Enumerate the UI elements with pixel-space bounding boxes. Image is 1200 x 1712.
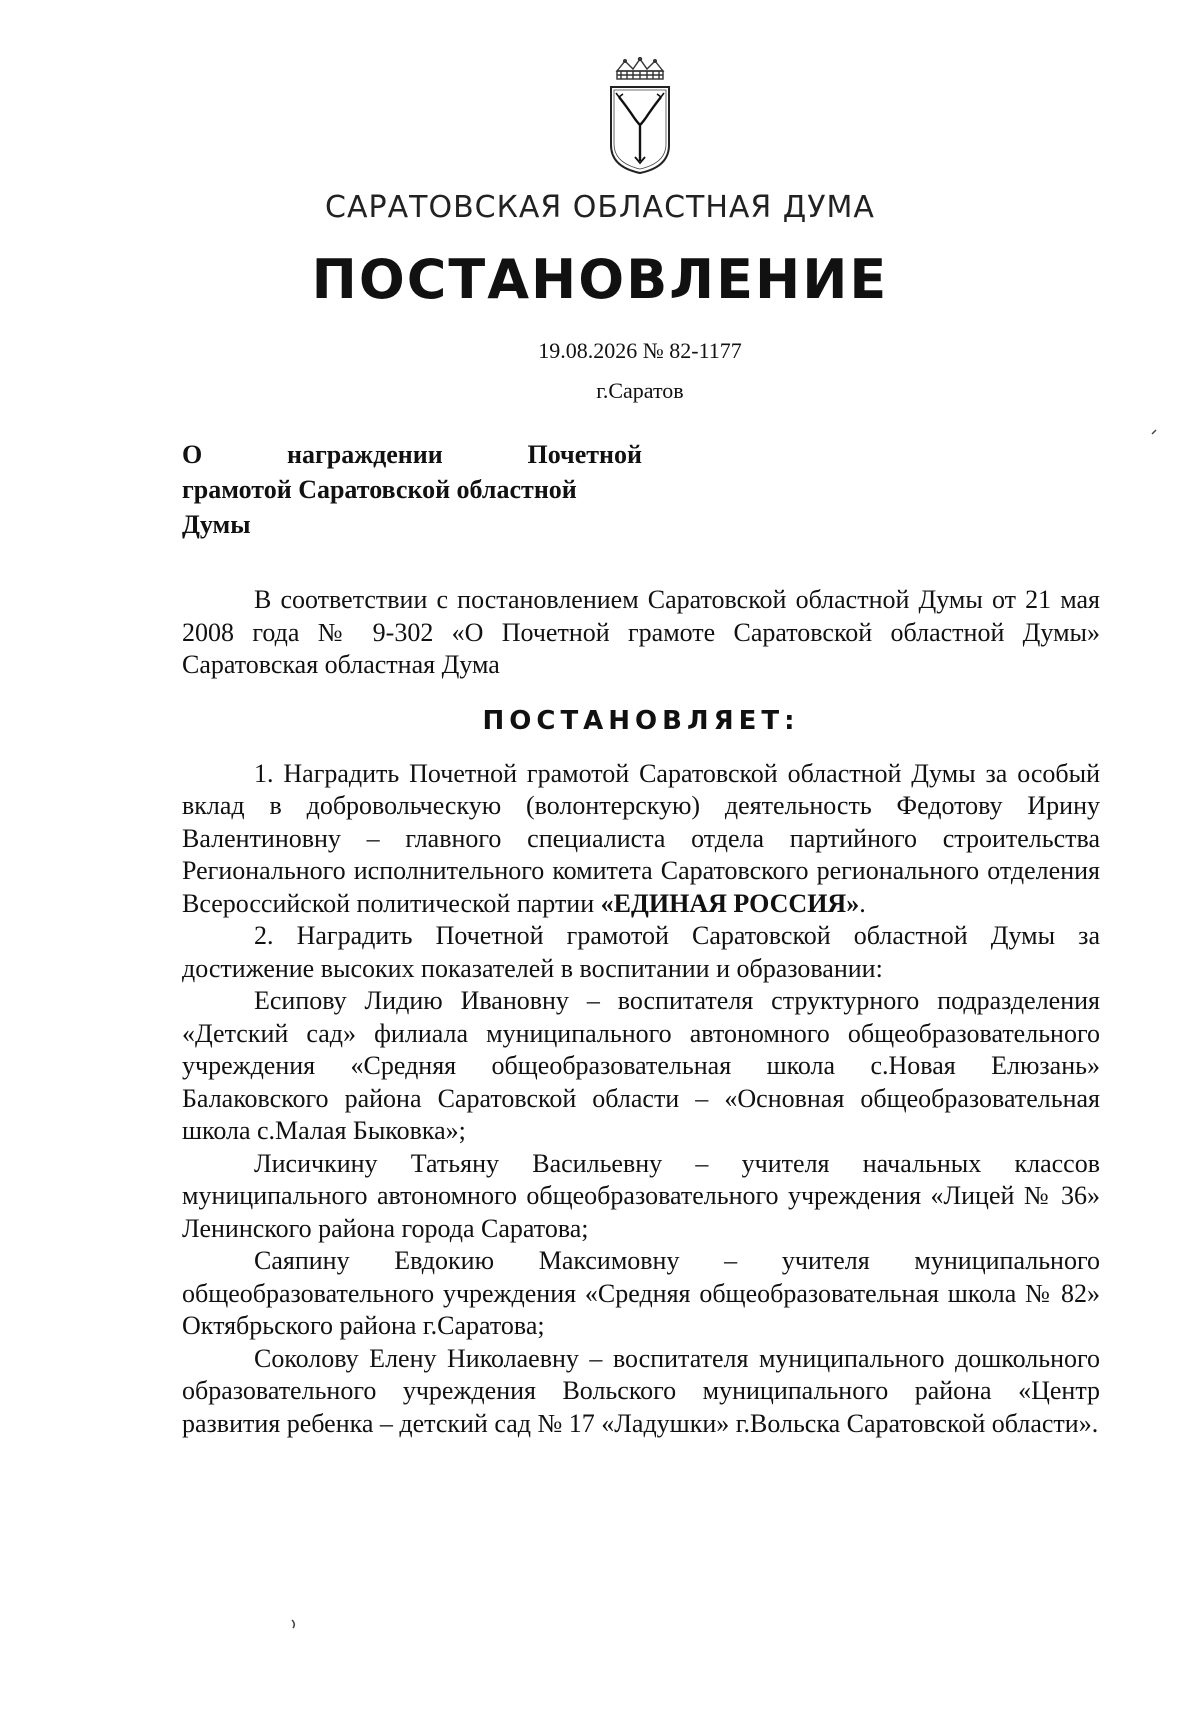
awardee-paragraph: Лисичкину Татьяну Васильевну – учителя начальных классов муниципального автономного общеобразовательного учреждения «Лицей № 36» Ленинского района города Саратова; xyxy=(182,1148,1100,1243)
coat-of-arms-icon xyxy=(605,57,675,177)
subject-line: грамотой Саратовской областной xyxy=(182,475,577,504)
item-1-paragraph xyxy=(182,758,1100,921)
item-1-end: . xyxy=(859,888,866,918)
awardee-paragraph: Саяпину Евдокию Максимовну – учителя муниципального общеобразовательного учреждения «Средняя общеобразовательная школа № 82» Октябрьского района г.Саратова; xyxy=(182,1246,1100,1340)
organization-name: САРАТОВСКАЯ ОБЛАСТНАЯ ДУМА xyxy=(325,190,875,225)
document-body xyxy=(182,584,1100,1440)
document-city: г.Саратов xyxy=(596,378,684,403)
document-date-number: 19.08.2026 № 82-1177 xyxy=(538,338,742,363)
decree-heading: ПОСТАНОВЛЯЕТ: xyxy=(482,705,800,736)
party-name: «ЕДИНАЯ РОССИЯ» xyxy=(600,888,860,918)
subject-word: награждении xyxy=(287,440,443,469)
document-type-title: ПОСТАНОВЛЕНИЕ xyxy=(311,248,889,311)
awardee-paragraph: Есипову Лидию Ивановну – воспитателя структурного подразделения «Детский сад» филиала муниципального автономного общеобразовательного учреждения «Средняя общеобразовательная школа с.Новая Елюзань» Балаковского района Саратовской области – «Основная общеобразовательная школа с.Малая Быковка»; xyxy=(182,986,1100,1145)
subject-word: Почетной xyxy=(527,440,642,469)
preamble-paragraph: В соответствии с постановлением Саратовской областной Думы от 21 мая 2008 года № 9-302 «О Почетной грамоте Саратовской областной Думы» Саратовская областная Дума xyxy=(182,585,1100,679)
item-1-text: 1. Наградить Почетной грамотой Саратовской областной Думы за особый вклад в добровольческую (волонтерскую) деятельность Федотову Ирину Валентиновну – главного специалиста отдела партийного строительства Регионального исполнительного комитета Саратовского регионального отделения Всероссийской политической партии xyxy=(182,758,1100,918)
document-subject xyxy=(182,437,642,542)
subject-line: Думы xyxy=(182,510,251,539)
awardee-paragraph: Соколову Елену Николаевну – воспитателя муниципального дошкольного образовательного учреждения Вольского муниципального района «Центр развития ребенка – детский сад № 17 «Ладушки» г.Вольска Саратовской области». xyxy=(182,1343,1100,1438)
subject-word: О xyxy=(182,440,203,469)
item-2-paragraph: 2. Наградить Почетной грамотой Саратовской областной Думы за достижение высоких показателей в воспитании и образовании: xyxy=(182,921,1100,983)
